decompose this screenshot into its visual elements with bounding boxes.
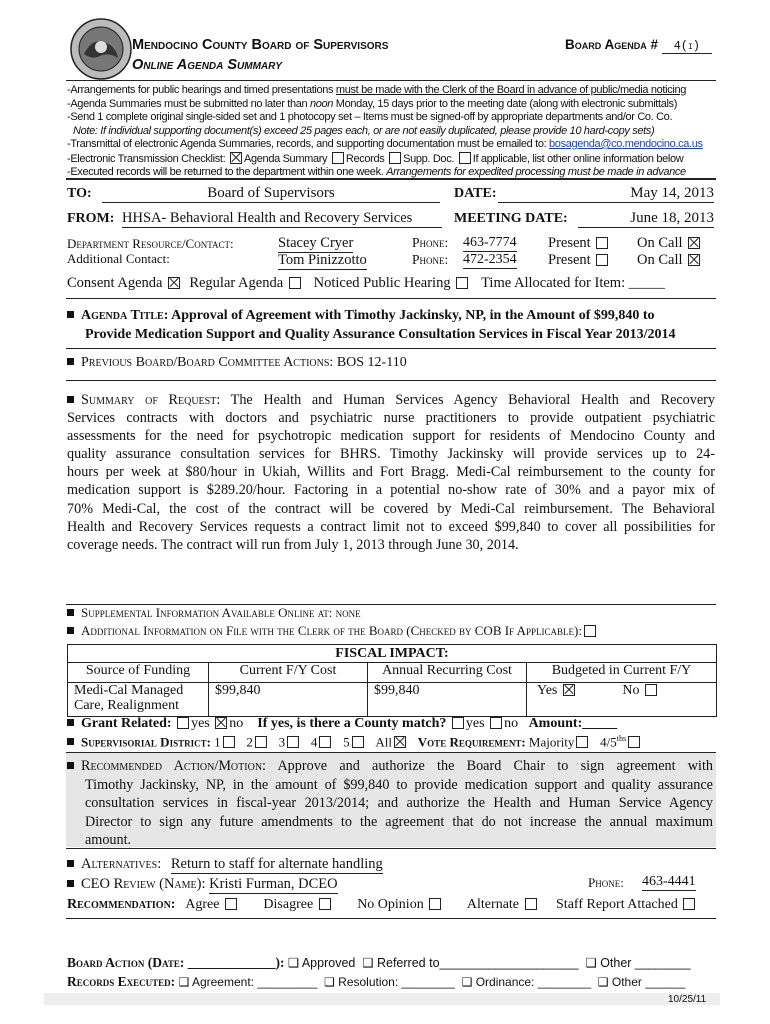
present-checkbox-2[interactable] [596,254,608,266]
date-field[interactable]: May 14, 2013 [498,185,714,203]
regular-agenda-checkbox[interactable] [289,277,301,289]
district-4-checkbox[interactable] [319,736,331,748]
district-1-checkbox[interactable] [223,736,235,748]
grant-yes-checkbox[interactable] [177,717,189,729]
from-field[interactable]: HHSA- Behavioral Health and Recovery Services [122,210,442,228]
fiscal-header: Source of Funding [68,663,209,683]
phone-additional[interactable]: 472-2354 [463,252,517,267]
noticed-hearing-checkbox[interactable] [456,277,468,289]
clerk-checkbox[interactable] [584,625,596,637]
agenda-type-row: Consent Agenda Regular Agenda Noticed Public Hearing Time Allocated for Item: _____ [67,275,665,291]
fiscal-impact-table: Source of Funding Current F/Y Cost Annual Recurring Cost Budgeted in Current F/Y Medi-Cal Managed Care, Realignment $99,840 $99,840 Yes No [67,662,717,717]
fiscal-header: Current F/Y Cost [209,663,368,683]
oncall-label-1: On Call [637,235,683,251]
district-3-checkbox[interactable] [287,736,299,748]
oncall-label-2: On Call [637,252,683,268]
board-action-row: Board Action (Date: _____________): ❑ Approved ❑ Referred to____________________ ❑ Other ________ [67,955,691,970]
agenda-title: Agenda Title: Approval of Agreement with Timothy Jackinsky, NP, in the Amount of $99,840 to Provide Medication Support and Quality Assurance Consultation Services in Fiscal Year 2013/2014 [67,306,727,344]
footer-bar [44,993,720,1005]
majority-checkbox[interactable] [576,736,588,748]
supplemental-info: Supplemental Information Available Online at: none [67,605,361,621]
alternatives: Alternatives: Return to staff for alternate handling [67,856,383,874]
agree-checkbox[interactable] [225,898,237,910]
budgeted-no-checkbox[interactable] [645,684,657,696]
grant-row: Grant Related: yes no If yes, is there a County match? yes no Amount:_____ [67,716,617,732]
fiscal-header: Budgeted in Current F/Y [527,663,717,683]
county-seal [70,18,132,80]
email-link[interactable]: bosagenda@co.mendocino.ca.us [549,138,703,150]
ceo-name[interactable]: Kristi Furman, DCEO [209,876,338,892]
additional-contact-label: Additional Contact: [67,251,170,266]
document-subtitle: Online Agenda Summary [132,57,282,73]
ceo-phone-label: Phone: [588,875,624,890]
contact-primary[interactable]: Stacey Cryer [278,235,354,251]
to-label: TO: [67,186,92,201]
instructions: -Arrangements for public hearings and timed presentations must be made with the Clerk of the Board in advance of public/media noticing -Agenda Summaries must be submitted no later than noon Monday, 15 days prior to the meeting date (along with electronic submittals) -Send 1 complete original single-sided set and 1 photocopy set – Items must be signed-off by appropriate departments and/or Co. Co. Note: If individual supporting document(s) exceed 25 pages each, or are not easily duplicated, please provide 10 hard-copy sets) -Transmittal of electronic Agenda Summaries, records, and supporting documentation must be emailed to: bosagenda@co.mendocino.ca.us -Electronic Transmission Checklist: Agenda Summary Records Supp. Doc. If applicable, list other online information below -Executed records will be returned to the department within one week. Arrangements for expedited processing must be made in advance [67,84,703,178]
no-opinion-checkbox[interactable] [429,898,441,910]
district-2-checkbox[interactable] [255,736,267,748]
fiscal-impact-title: FISCAL IMPACT: [67,644,717,663]
annual-recurring-cost[interactable]: $99,840 [368,683,527,717]
checklist-agenda-summary[interactable] [230,152,242,164]
match-yes-checkbox[interactable] [452,717,464,729]
ceo-phone[interactable]: 463-4441 [642,874,696,889]
checklist-other[interactable] [459,152,471,164]
present-label-1: Present [548,235,591,251]
additional-info: Additional Information on File with the Clerk of the Board (Checked by COB If Applicable): [67,623,598,639]
to-field[interactable]: Board of Supervisors [102,185,440,203]
district-5-checkbox[interactable] [352,736,364,748]
checklist-supp-doc[interactable] [389,152,401,164]
oncall-checkbox-1[interactable] [688,237,700,249]
document-title: Mendocino County Board of Supervisors [132,37,389,53]
grant-no-checkbox[interactable] [215,717,227,729]
meeting-date-field[interactable]: June 18, 2013 [578,210,714,228]
present-checkbox-1[interactable] [596,237,608,249]
disagree-checkbox[interactable] [319,898,331,910]
recommendation-row: Recommendation: Agree Disagree No Opinion Alternate Staff Report Attached [67,897,697,913]
agenda-number-value[interactable]: 4(i) [662,39,712,54]
alternate-checkbox[interactable] [525,898,537,910]
present-label-2: Present [548,252,591,268]
funding-source[interactable]: Medi-Cal Managed Care, Realignment [68,683,209,717]
records-executed-row: Records Executed: ❑ Agreement: _________ ❑ Resolution: ________ ❑ Ordinance: ________ ❑ Other ______ [67,974,686,989]
from-label: FROM: [67,211,115,226]
previous-actions: Previous Board/Board Committee Actions: BOS 12-110 [67,355,407,371]
phone-label-2: Phone: [412,252,449,267]
match-no-checkbox[interactable] [490,717,502,729]
fiscal-header: Annual Recurring Cost [368,663,527,683]
staff-report-checkbox[interactable] [683,898,695,910]
revision-date: 10/25/11 [668,994,707,1005]
meeting-date-label: MEETING DATE: [454,211,568,226]
phone-label-1: Phone: [412,235,449,250]
four-fifths-checkbox[interactable] [628,736,640,748]
dept-contact-label: Department Resource/Contact: [67,236,234,251]
summary-of-request: Summary of Request: The Health and Human Services Agency Behavioral Health and Recovery Services contracts with doctors and psychiatric nurse practitioners to provide outpatient psychiatric assessments for the need for psychotropic medication support for residents of Mendocino County and quality assurance consultation services for BHRS. Timothy Jackinsky will provide services up to 24- hours per week at $80/hour in Ukiah, Willits and Fort Bragg. Medi-Cal reimbursement to the county for medication support is $289.20/hour. Factoring in a potential no-show rate of 30% and a payor mix of 70% Medi-Cal, the cost of the contract will be covered by Medi-Cal reimbursement. The Behavioral Health and Recovery Services requests a contract limit not to exceed $99,840 to cover all possibilities for coverage needs. The contract will run from July 1, 2013 through June 30, 2014. [67,392,715,553]
recommended-action: Recommended Action/Motion: Approve and authorize the Board Chair to sign agreement with Timothy Jackinsky, NP, in the amount of $99,840 to provide medication support and quality assurance consultation services in fiscal-year 2013/2014; and authorize the Health and Human Service Agency Director to sign any future amendments to the agreement that do not increase the annual maximum amount. [67,757,713,850]
district-row: Supervisorial District: 1 2 3 4 5 All Vote Requirement: Majority $4/5^{ths}$ [67,734,642,750]
district-all-checkbox[interactable] [394,736,406,748]
current-fy-cost[interactable]: $99,840 [209,683,368,717]
oncall-checkbox-2[interactable] [688,254,700,266]
agenda-number-label: Board Agenda # 4(i) [565,37,712,54]
ceo-review: CEO Review (Name): Kristi Furman, DCEO [67,876,338,894]
checklist-records[interactable] [332,152,344,164]
phone-primary[interactable]: 463-7774 [463,235,517,250]
consent-agenda-checkbox[interactable] [168,277,180,289]
budgeted-yes-checkbox[interactable] [563,684,575,696]
contact-additional[interactable]: Tom Pinizzotto [278,252,367,268]
date-label: DATE: [454,186,497,201]
